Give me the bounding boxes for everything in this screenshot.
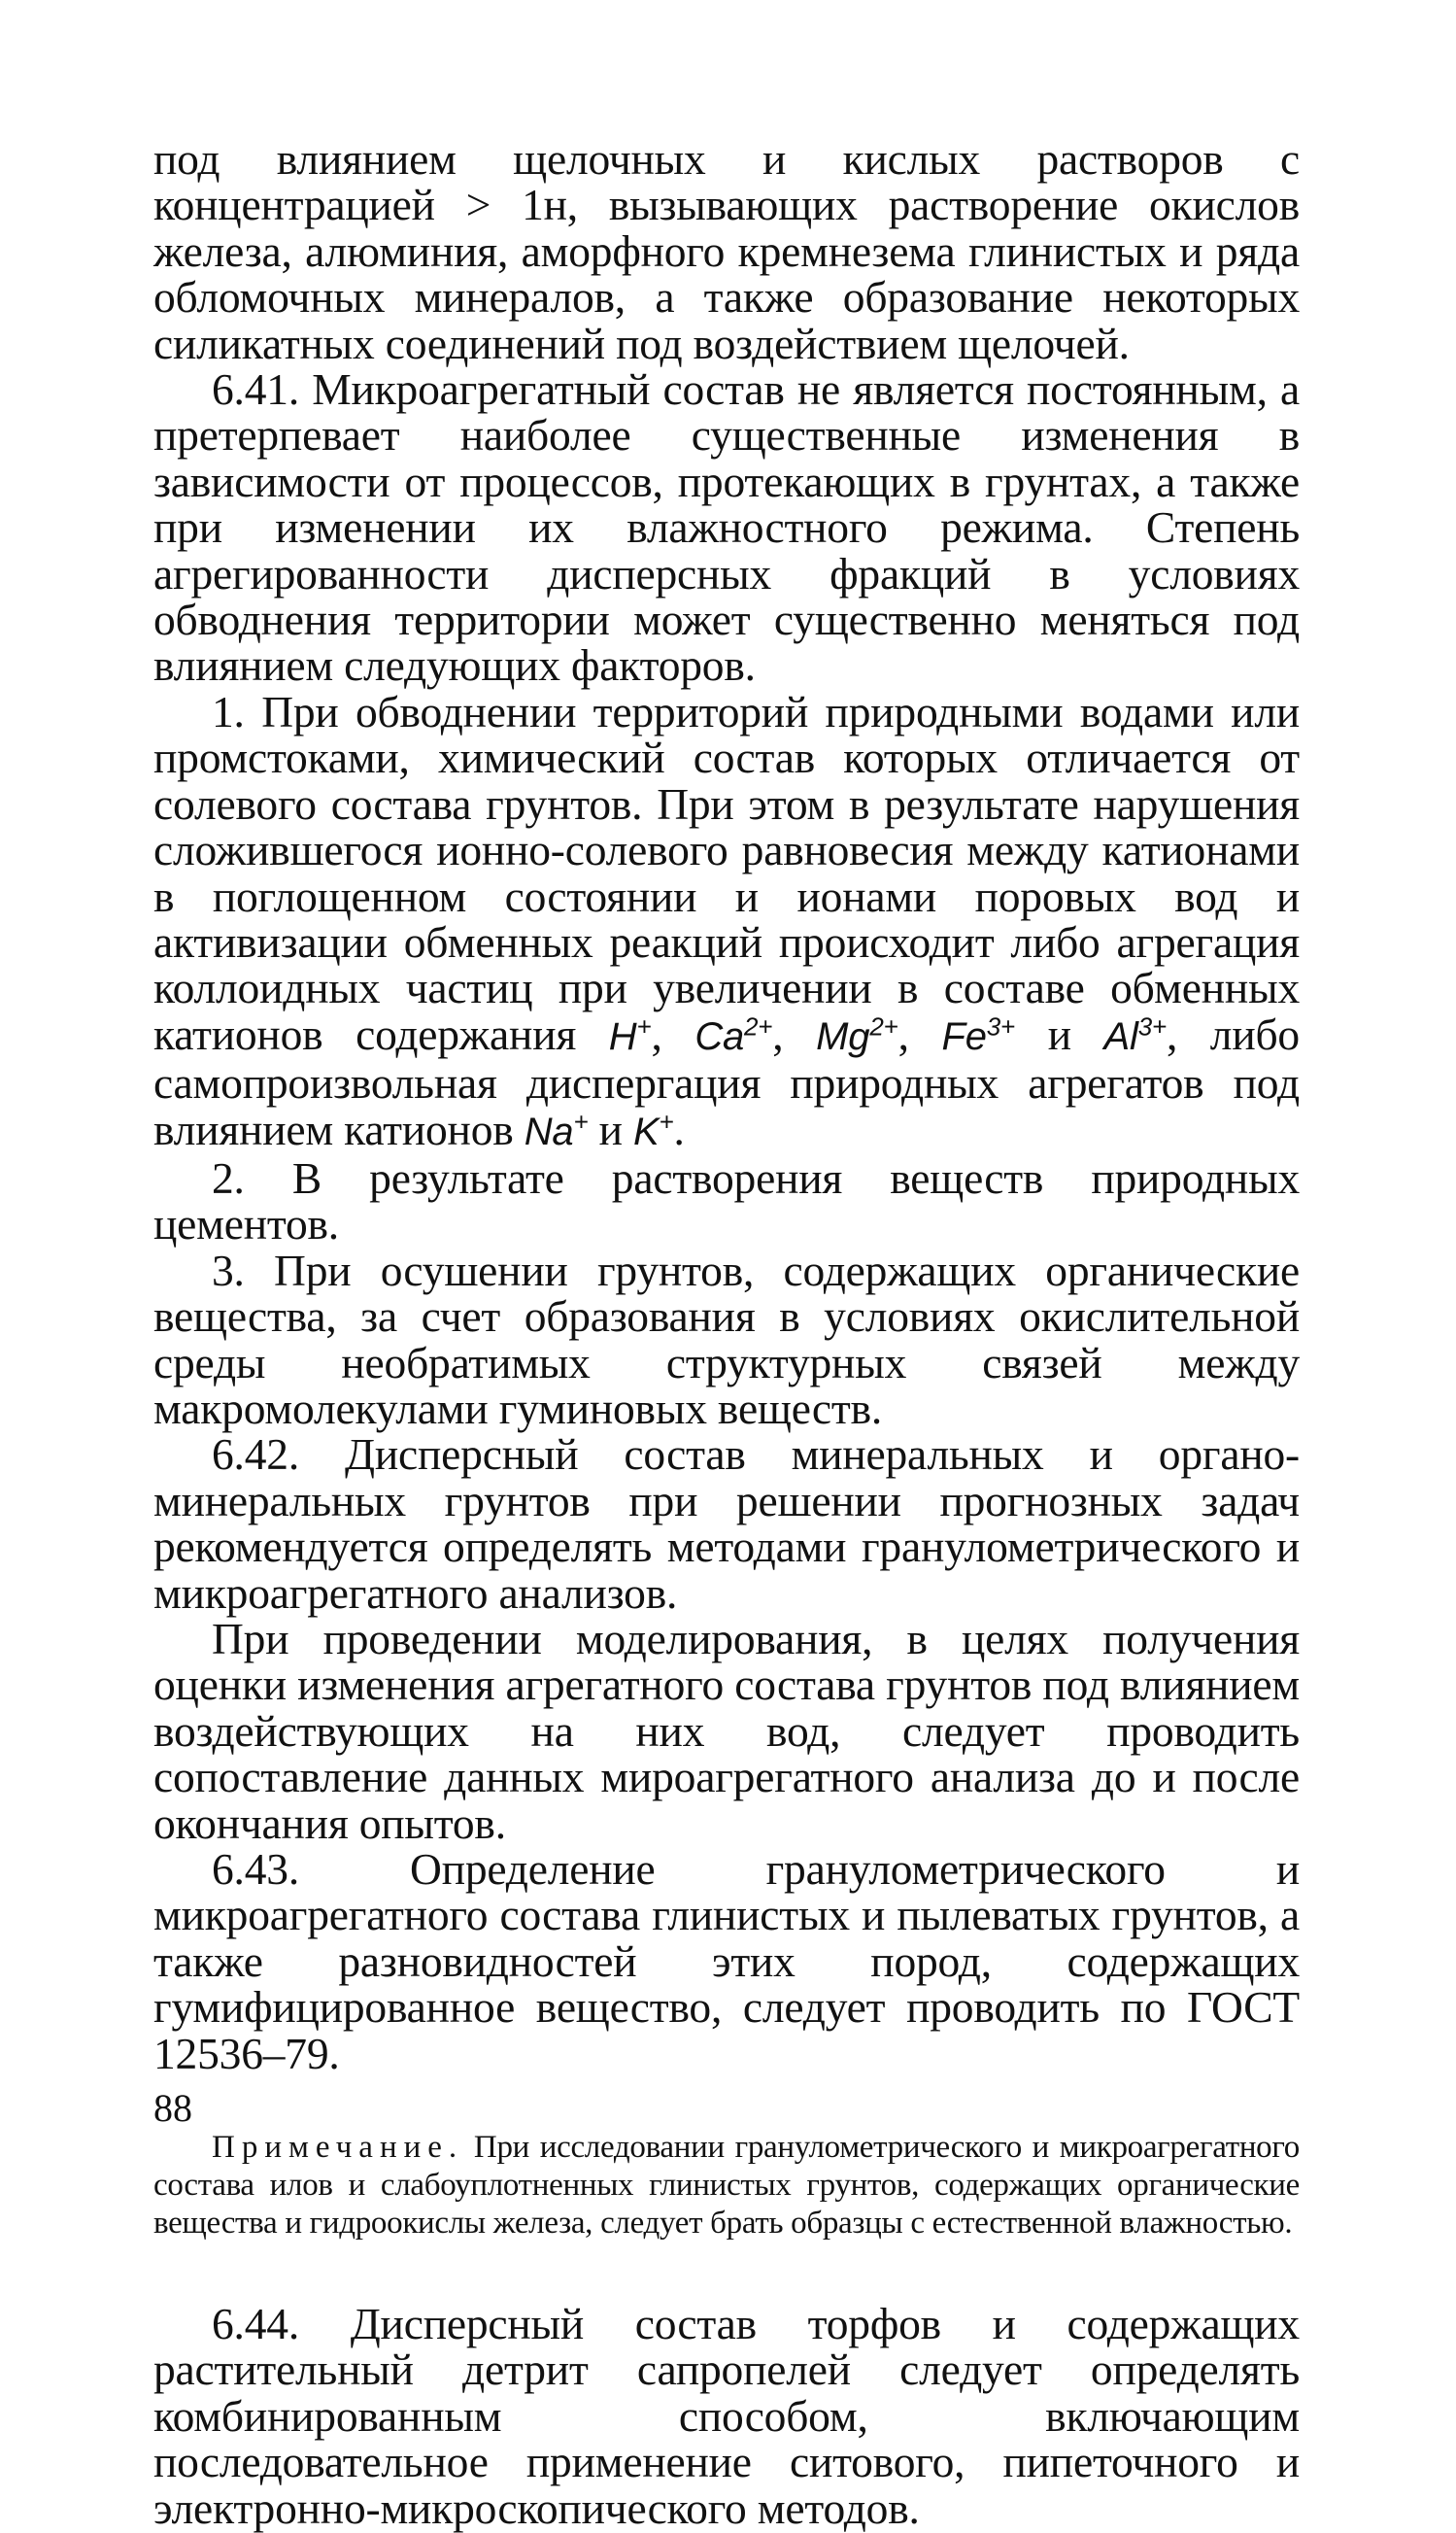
list-item-2: 2. В результате растворения веществ природных цементов. (153, 1152, 1300, 1249)
page-body (153, 136, 1300, 2531)
paragraph-continuation: под влиянием щелочных и кислых растворов с концентрацией > 1н, вызывающих растворение окислов железа, алюминия, аморфного кремнезема глинистых и ряда обломочных минералов, а также образование некоторых силикатных соединений под воздействием щелочей. (153, 134, 1300, 368)
ion-aluminium: $Al^{3+}$ (1103, 1011, 1167, 1058)
paragraph-text: Дисперсный состав минеральных и органо-минеральных грунтов при решении прогнозных задач рекомендуется определять методами гранулометрического и микроагрегатного анализов. (153, 1429, 1300, 1618)
ion-potassium: K+ (632, 1107, 674, 1153)
paragraph-6-43 (153, 1846, 1300, 2076)
ion-iron: $Fe^{3+}$ (941, 1011, 1015, 1058)
ion-hydrogen: H+ (608, 1011, 652, 1058)
list-item-text: При обводнении территорий природными водами или промстоками, химический состав которых отличается от солевого состава грунтов. При этом в результате нарушения сложившегося ионно-солевого равновесия между катионами в поглощенном состоянии и ионами поровых вод и активизации обменных реакций происходит либо агрегация коллоидных частиц при увеличении в составе обменных катионов содержания (153, 686, 1300, 1059)
paragraph-6-42 (153, 1431, 1300, 1616)
section-number: 6.41. (212, 364, 300, 415)
section-number: 6.43. (212, 1844, 300, 1895)
list-item-text-continued: , либо самопроизвольная диспергация природных агрегатов под влиянием катионов (153, 1009, 1300, 1154)
paragraph-text: Микроагрегатный состав не является постоянным, а претерпевает наиболее существенные изменения в зависимости от процессов, протекающих в грунтах, а также при изменении их влажностного режима. Степень агрегированности дисперсных фракций в условиях обводнения территории может существенно меняться под влиянием следующих факторов. (153, 364, 1300, 691)
page-number: 88 (153, 2086, 192, 2130)
paragraph-6-41 (153, 366, 1300, 689)
paragraph-text: Дисперсный состав торфов и содержащих растительный детрит сапропелей следует определять комбинированным способом, включающим последовательное применение ситового, пипеточного и электронно-микроскопического методов. (153, 2299, 1300, 2533)
note-text: При исследовании гранулометрического и микроагрегатного состава илов и слабоуплотненных глинистых грунтов, содержащих органические вещества и гидроокислы железа, следует брать образцы с естественной влажностью. (153, 2130, 1300, 2242)
ion-sodium: Na+ (524, 1107, 589, 1153)
ion-calcium: $Ca^{2+}$ (694, 1011, 773, 1058)
list-number: 1. (212, 686, 245, 736)
section-number: 6.42. (212, 1429, 300, 1480)
list-item-1: 1. При обводнении территорий природными водами или промстоками, химический состав которых отличается от солевого состава грунтов. При этом в результате нарушения сложившегося ионно-солевого равновесия между катионами в поглощенном состоянии и ионами поровых вод и активизации обменных реакций происходит либо агрегация коллоидных частиц при увеличении в составе обменных катионов содержания H+, $Ca^{2+}$, $Mg^{2+}$, $Fe^{3+}$ и $Al^{3+}$, либо самопроизвольная диспергация природных агрегатов под влиянием катионов Na+ и K+. (153, 686, 1300, 1154)
ion-magnesium: $Mg^{2+}$ (816, 1011, 898, 1058)
section-number: 6.44. (212, 2299, 300, 2349)
paragraph-text: Определение гранулометрического и микроагрегатного состава глинистых и пылеватых грунтов, а также разновидностей этих пород, содержащих гумифицированное вещество, следует проводить по ГОСТ 12536–79. (153, 1844, 1300, 2078)
note (153, 2129, 1300, 2242)
paragraph-6-44 (153, 2301, 1300, 2531)
list-item-3: 3. При осушении грунтов, содержащих органические вещества, за счет образования в условиях окислительной среды необратимых структурных связей между макромолекулами гуминовых веществ. (153, 1245, 1300, 1433)
note-label: Примечание. (212, 2130, 464, 2166)
paragraph-modeling: При проведении моделирования, в целях получения оценки изменения агрегатного состава грунтов под влиянием воздействующих на них вод, следует проводить сопоставление данных мироагрегатного анализа до и после окончания опытов. (153, 1614, 1300, 1848)
